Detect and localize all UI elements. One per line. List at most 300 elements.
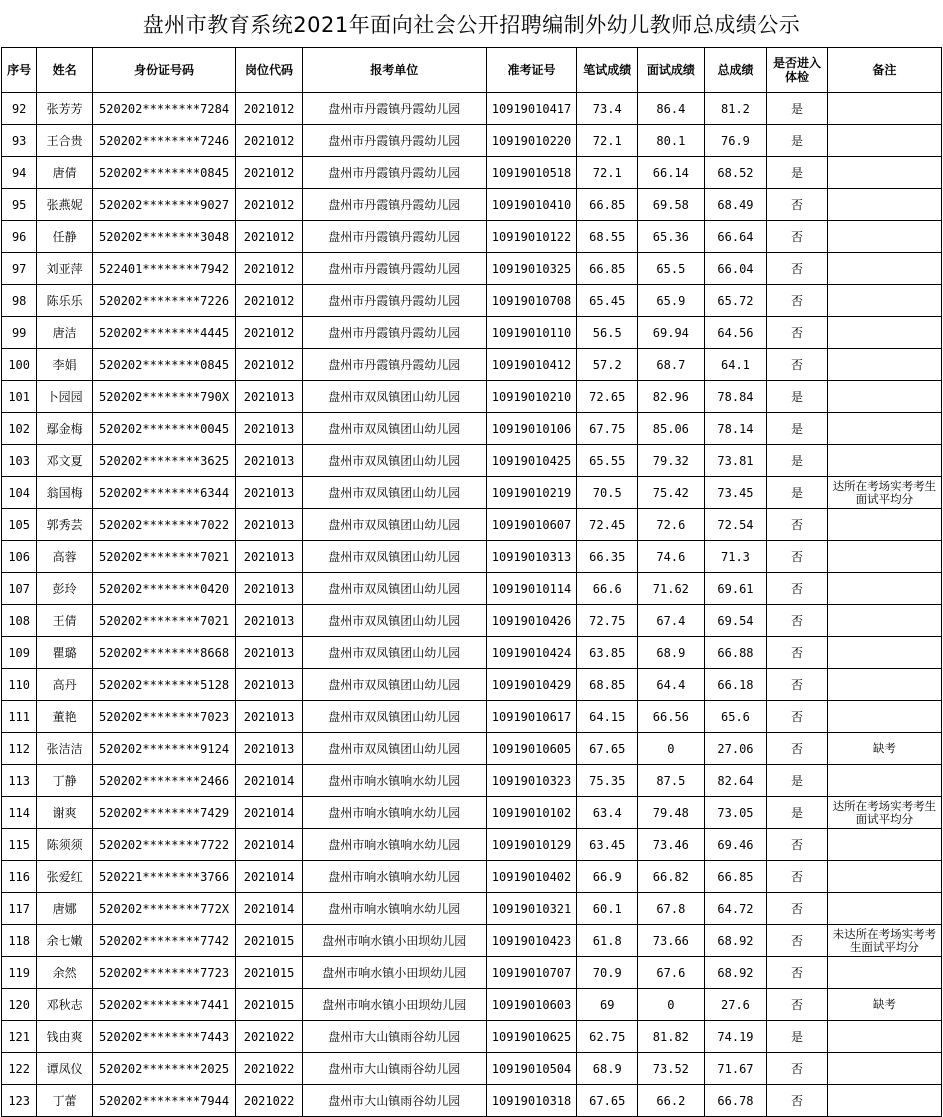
- cell-name: 王倩: [37, 605, 93, 637]
- cell-exam-number: 10919010114: [486, 573, 577, 605]
- cell-position-code: 2021014: [236, 829, 303, 861]
- cell-name: 丁静: [37, 765, 93, 797]
- cell-name: 高蓉: [37, 541, 93, 573]
- cell-physical-exam: 是: [767, 93, 828, 125]
- cell-unit: 盘州市响水镇小田坝幼儿园: [302, 989, 486, 1021]
- cell-index: 108: [2, 605, 37, 637]
- cell-name: 钱由爽: [37, 1021, 93, 1053]
- cell-exam-number: 10919010220: [486, 125, 577, 157]
- table-row: [2, 669, 942, 701]
- cell-remarks: [827, 701, 941, 733]
- cell-index: 123: [2, 1085, 37, 1117]
- cell-physical-exam: 否: [767, 637, 828, 669]
- cell-physical-exam: 否: [767, 733, 828, 765]
- table-row: [2, 765, 942, 797]
- cell-total-score: 71.3: [704, 541, 767, 573]
- cell-physical-exam: 否: [767, 989, 828, 1021]
- cell-exam-number: 10919010122: [486, 221, 577, 253]
- cell-interview-score: 0: [638, 989, 705, 1021]
- cell-position-code: 2021014: [236, 765, 303, 797]
- col-header-exam-number: 准考证号: [486, 48, 577, 93]
- cell-total-score: 76.9: [704, 125, 767, 157]
- cell-exam-number: 10919010425: [486, 445, 577, 477]
- cell-physical-exam: 否: [767, 317, 828, 349]
- cell-unit: 盘州市双凤镇团山幼儿园: [302, 637, 486, 669]
- cell-remarks: [827, 349, 941, 381]
- cell-position-code: 2021013: [236, 445, 303, 477]
- cell-position-code: 2021012: [236, 189, 303, 221]
- cell-position-code: 2021013: [236, 669, 303, 701]
- cell-index: 117: [2, 893, 37, 925]
- cell-id-number: 520202********7246: [92, 125, 235, 157]
- cell-index: 116: [2, 861, 37, 893]
- results-table: [1, 47, 942, 1117]
- cell-written-score: 73.4: [577, 93, 638, 125]
- cell-exam-number: 10919010321: [486, 893, 577, 925]
- cell-index: 119: [2, 957, 37, 989]
- cell-physical-exam: 是: [767, 445, 828, 477]
- cell-unit: 盘州市丹霞镇丹霞幼儿园: [302, 285, 486, 317]
- cell-name: 邓文夏: [37, 445, 93, 477]
- cell-exam-number: 10919010110: [486, 317, 577, 349]
- cell-written-score: 70.9: [577, 957, 638, 989]
- cell-id-number: 520202********7441: [92, 989, 235, 1021]
- cell-id-number: 520202********772X: [92, 893, 235, 925]
- cell-id-number: 520202********7429: [92, 797, 235, 829]
- table-row: [2, 93, 942, 125]
- cell-unit: 盘州市双凤镇团山幼儿园: [302, 445, 486, 477]
- cell-total-score: 64.1: [704, 349, 767, 381]
- cell-remarks: [827, 637, 941, 669]
- cell-exam-number: 10919010625: [486, 1021, 577, 1053]
- cell-index: 114: [2, 797, 37, 829]
- cell-physical-exam: 否: [767, 925, 828, 957]
- cell-written-score: 68.55: [577, 221, 638, 253]
- cell-index: 106: [2, 541, 37, 573]
- cell-total-score: 66.78: [704, 1085, 767, 1117]
- cell-exam-number: 10919010412: [486, 349, 577, 381]
- cell-index: 99: [2, 317, 37, 349]
- cell-index: 118: [2, 925, 37, 957]
- cell-written-score: 72.45: [577, 509, 638, 541]
- cell-physical-exam: 是: [767, 125, 828, 157]
- cell-interview-score: 75.42: [638, 477, 705, 509]
- col-header-position-code: 岗位代码: [236, 48, 303, 93]
- table-row: [2, 253, 942, 285]
- cell-id-number: 520202********790X: [92, 381, 235, 413]
- cell-unit: 盘州市大山镇雨谷幼儿园: [302, 1021, 486, 1053]
- cell-index: 94: [2, 157, 37, 189]
- cell-index: 122: [2, 1053, 37, 1085]
- cell-name: 唐倩: [37, 157, 93, 189]
- cell-position-code: 2021013: [236, 413, 303, 445]
- cell-name: 谭凤仪: [37, 1053, 93, 1085]
- cell-id-number: 520202********2466: [92, 765, 235, 797]
- cell-total-score: 81.2: [704, 93, 767, 125]
- cell-total-score: 66.18: [704, 669, 767, 701]
- cell-unit: 盘州市大山镇雨谷幼儿园: [302, 1053, 486, 1085]
- cell-unit: 盘州市响水镇响水幼儿园: [302, 861, 486, 893]
- cell-written-score: 70.5: [577, 477, 638, 509]
- col-header-unit: 报考单位: [302, 48, 486, 93]
- cell-physical-exam: 否: [767, 349, 828, 381]
- table-row: [2, 1021, 942, 1053]
- cell-total-score: 69.46: [704, 829, 767, 861]
- cell-interview-score: 65.5: [638, 253, 705, 285]
- cell-physical-exam: 是: [767, 413, 828, 445]
- cell-total-score: 64.72: [704, 893, 767, 925]
- cell-interview-score: 67.8: [638, 893, 705, 925]
- cell-name: 张洁洁: [37, 733, 93, 765]
- cell-position-code: 2021012: [236, 157, 303, 189]
- cell-physical-exam: 否: [767, 605, 828, 637]
- cell-written-score: 66.85: [577, 189, 638, 221]
- cell-exam-number: 10919010424: [486, 637, 577, 669]
- cell-position-code: 2021012: [236, 349, 303, 381]
- cell-position-code: 2021013: [236, 605, 303, 637]
- cell-remarks: 缺考: [827, 733, 941, 765]
- cell-exam-number: 10919010429: [486, 669, 577, 701]
- cell-index: 105: [2, 509, 37, 541]
- cell-interview-score: 73.46: [638, 829, 705, 861]
- cell-id-number: 520202********9124: [92, 733, 235, 765]
- cell-id-number: 520202********0045: [92, 413, 235, 445]
- cell-total-score: 78.14: [704, 413, 767, 445]
- cell-written-score: 56.5: [577, 317, 638, 349]
- cell-physical-exam: 否: [767, 957, 828, 989]
- cell-physical-exam: 否: [767, 1085, 828, 1117]
- cell-position-code: 2021013: [236, 637, 303, 669]
- table-row: [2, 605, 942, 637]
- cell-name: 余然: [37, 957, 93, 989]
- cell-exam-number: 10919010313: [486, 541, 577, 573]
- cell-exam-number: 10919010707: [486, 957, 577, 989]
- cell-unit: 盘州市响水镇小田坝幼儿园: [302, 925, 486, 957]
- table-row: [2, 989, 942, 1021]
- cell-index: 103: [2, 445, 37, 477]
- table-row: [2, 1053, 942, 1085]
- cell-interview-score: 73.66: [638, 925, 705, 957]
- table-row: [2, 317, 942, 349]
- cell-name: 唐洁: [37, 317, 93, 349]
- cell-exam-number: 10919010423: [486, 925, 577, 957]
- cell-interview-score: 67.6: [638, 957, 705, 989]
- table-row: [2, 541, 942, 573]
- cell-exam-number: 10919010323: [486, 765, 577, 797]
- table-row: [2, 381, 942, 413]
- cell-name: 谢爽: [37, 797, 93, 829]
- cell-remarks: [827, 189, 941, 221]
- cell-unit: 盘州市双凤镇团山幼儿园: [302, 733, 486, 765]
- cell-written-score: 61.8: [577, 925, 638, 957]
- cell-position-code: 2021013: [236, 509, 303, 541]
- cell-physical-exam: 否: [767, 1053, 828, 1085]
- cell-unit: 盘州市双凤镇团山幼儿园: [302, 669, 486, 701]
- cell-index: 115: [2, 829, 37, 861]
- cell-remarks: [827, 573, 941, 605]
- cell-exam-number: 10919010219: [486, 477, 577, 509]
- cell-remarks: [827, 605, 941, 637]
- cell-physical-exam: 否: [767, 861, 828, 893]
- cell-index: 92: [2, 93, 37, 125]
- cell-interview-score: 79.32: [638, 445, 705, 477]
- cell-exam-number: 10919010504: [486, 1053, 577, 1085]
- cell-written-score: 63.85: [577, 637, 638, 669]
- cell-interview-score: 66.14: [638, 157, 705, 189]
- cell-unit: 盘州市响水镇响水幼儿园: [302, 893, 486, 925]
- table-row: [2, 445, 942, 477]
- col-header-total-score: 总成绩: [704, 48, 767, 93]
- table-row: [2, 797, 942, 829]
- cell-physical-exam: 是: [767, 765, 828, 797]
- cell-interview-score: 87.5: [638, 765, 705, 797]
- cell-written-score: 67.65: [577, 1085, 638, 1117]
- col-header-name: 姓名: [37, 48, 93, 93]
- cell-written-score: 69: [577, 989, 638, 1021]
- cell-remarks: [827, 1021, 941, 1053]
- cell-unit: 盘州市响水镇响水幼儿园: [302, 797, 486, 829]
- cell-physical-exam: 是: [767, 1021, 828, 1053]
- cell-position-code: 2021022: [236, 1085, 303, 1117]
- cell-position-code: 2021022: [236, 1021, 303, 1053]
- cell-unit: 盘州市双凤镇团山幼儿园: [302, 381, 486, 413]
- col-header-id-number: 身份证号码: [92, 48, 235, 93]
- cell-written-score: 72.1: [577, 157, 638, 189]
- cell-interview-score: 79.48: [638, 797, 705, 829]
- cell-name: 任静: [37, 221, 93, 253]
- table-row: [2, 285, 942, 317]
- cell-exam-number: 10919010605: [486, 733, 577, 765]
- cell-index: 97: [2, 253, 37, 285]
- cell-interview-score: 69.94: [638, 317, 705, 349]
- cell-unit: 盘州市双凤镇团山幼儿园: [302, 509, 486, 541]
- cell-exam-number: 10919010318: [486, 1085, 577, 1117]
- cell-position-code: 2021013: [236, 477, 303, 509]
- cell-physical-exam: 否: [767, 701, 828, 733]
- cell-unit: 盘州市双凤镇团山幼儿园: [302, 541, 486, 573]
- cell-unit: 盘州市响水镇小田坝幼儿园: [302, 957, 486, 989]
- cell-written-score: 65.45: [577, 285, 638, 317]
- cell-index: 102: [2, 413, 37, 445]
- cell-exam-number: 10919010603: [486, 989, 577, 1021]
- table-row: [2, 733, 942, 765]
- cell-written-score: 64.15: [577, 701, 638, 733]
- cell-total-score: 73.05: [704, 797, 767, 829]
- cell-id-number: 520202********2025: [92, 1053, 235, 1085]
- cell-remarks: [827, 1053, 941, 1085]
- cell-remarks: [827, 253, 941, 285]
- cell-position-code: 2021012: [236, 285, 303, 317]
- cell-name: 刘亚萍: [37, 253, 93, 285]
- cell-interview-score: 80.1: [638, 125, 705, 157]
- cell-interview-score: 67.4: [638, 605, 705, 637]
- cell-index: 112: [2, 733, 37, 765]
- cell-index: 95: [2, 189, 37, 221]
- cell-physical-exam: 否: [767, 189, 828, 221]
- cell-id-number: 520202********0845: [92, 349, 235, 381]
- cell-interview-score: 85.06: [638, 413, 705, 445]
- cell-interview-score: 66.2: [638, 1085, 705, 1117]
- table-row: [2, 893, 942, 925]
- cell-exam-number: 10919010708: [486, 285, 577, 317]
- cell-interview-score: 82.96: [638, 381, 705, 413]
- cell-remarks: [827, 125, 941, 157]
- table-row: [2, 157, 942, 189]
- cell-position-code: 2021013: [236, 701, 303, 733]
- cell-index: 107: [2, 573, 37, 605]
- cell-position-code: 2021012: [236, 317, 303, 349]
- cell-remarks: [827, 157, 941, 189]
- cell-position-code: 2021012: [236, 253, 303, 285]
- cell-id-number: 520202********7226: [92, 285, 235, 317]
- cell-remarks: [827, 221, 941, 253]
- cell-exam-number: 10919010102: [486, 797, 577, 829]
- cell-position-code: 2021014: [236, 861, 303, 893]
- cell-interview-score: 64.4: [638, 669, 705, 701]
- cell-position-code: 2021012: [236, 93, 303, 125]
- cell-exam-number: 10919010426: [486, 605, 577, 637]
- cell-remarks: [827, 509, 941, 541]
- cell-remarks: [827, 445, 941, 477]
- cell-unit: 盘州市丹霞镇丹霞幼儿园: [302, 349, 486, 381]
- cell-physical-exam: 否: [767, 829, 828, 861]
- cell-unit: 盘州市丹霞镇丹霞幼儿园: [302, 93, 486, 125]
- cell-position-code: 2021015: [236, 989, 303, 1021]
- cell-remarks: 未达所在考场实考考生面试平均分: [827, 925, 941, 957]
- cell-written-score: 63.4: [577, 797, 638, 829]
- cell-index: 113: [2, 765, 37, 797]
- cell-id-number: 520221********3766: [92, 861, 235, 893]
- cell-id-number: 520202********7021: [92, 541, 235, 573]
- cell-name: 高丹: [37, 669, 93, 701]
- cell-interview-score: 66.56: [638, 701, 705, 733]
- cell-name: 瞿璐: [37, 637, 93, 669]
- cell-position-code: 2021014: [236, 893, 303, 925]
- cell-total-score: 66.64: [704, 221, 767, 253]
- cell-remarks: [827, 829, 941, 861]
- cell-written-score: 66.6: [577, 573, 638, 605]
- cell-remarks: 缺考: [827, 989, 941, 1021]
- cell-physical-exam: 否: [767, 573, 828, 605]
- cell-index: 110: [2, 669, 37, 701]
- cell-total-score: 68.52: [704, 157, 767, 189]
- table-row: [2, 221, 942, 253]
- cell-index: 104: [2, 477, 37, 509]
- cell-written-score: 68.9: [577, 1053, 638, 1085]
- cell-interview-score: 68.9: [638, 637, 705, 669]
- cell-total-score: 74.19: [704, 1021, 767, 1053]
- cell-id-number: 520202********7021: [92, 605, 235, 637]
- cell-physical-exam: 否: [767, 253, 828, 285]
- cell-remarks: [827, 893, 941, 925]
- cell-interview-score: 69.58: [638, 189, 705, 221]
- col-header-remarks: 备注: [827, 48, 941, 93]
- cell-position-code: 2021012: [236, 125, 303, 157]
- cell-physical-exam: 否: [767, 221, 828, 253]
- cell-remarks: [827, 413, 941, 445]
- table-row: [2, 925, 942, 957]
- table-row: [2, 957, 942, 989]
- cell-interview-score: 73.52: [638, 1053, 705, 1085]
- cell-written-score: 67.65: [577, 733, 638, 765]
- cell-total-score: 78.84: [704, 381, 767, 413]
- cell-id-number: 520202********5128: [92, 669, 235, 701]
- cell-written-score: 68.85: [577, 669, 638, 701]
- cell-index: 111: [2, 701, 37, 733]
- cell-name: 郭秀芸: [37, 509, 93, 541]
- cell-written-score: 63.45: [577, 829, 638, 861]
- cell-interview-score: 65.36: [638, 221, 705, 253]
- cell-interview-score: 66.82: [638, 861, 705, 893]
- cell-total-score: 73.81: [704, 445, 767, 477]
- table-row: [2, 509, 942, 541]
- table-row: [2, 349, 942, 381]
- cell-id-number: 520202********4445: [92, 317, 235, 349]
- cell-physical-exam: 否: [767, 509, 828, 541]
- cell-total-score: 65.6: [704, 701, 767, 733]
- cell-name: 李娟: [37, 349, 93, 381]
- cell-position-code: 2021015: [236, 925, 303, 957]
- page-title: 盘州市教育系统2021年面向社会公开招聘编制外幼儿教师总成绩公示: [142, 13, 801, 37]
- cell-total-score: 27.6: [704, 989, 767, 1021]
- cell-exam-number: 10919010325: [486, 253, 577, 285]
- cell-id-number: 520202********7742: [92, 925, 235, 957]
- cell-id-number: 520202********7944: [92, 1085, 235, 1117]
- cell-remarks: [827, 1085, 941, 1117]
- cell-id-number: 520202********7022: [92, 509, 235, 541]
- cell-index: 93: [2, 125, 37, 157]
- cell-physical-exam: 否: [767, 669, 828, 701]
- cell-total-score: 27.06: [704, 733, 767, 765]
- cell-name: 张芳芳: [37, 93, 93, 125]
- cell-position-code: 2021012: [236, 221, 303, 253]
- table-row: [2, 573, 942, 605]
- cell-written-score: 75.35: [577, 765, 638, 797]
- cell-remarks: 达所在考场实考考生面试平均分: [827, 477, 941, 509]
- cell-interview-score: 65.9: [638, 285, 705, 317]
- cell-physical-exam: 否: [767, 893, 828, 925]
- cell-total-score: 68.49: [704, 189, 767, 221]
- cell-unit: 盘州市响水镇响水幼儿园: [302, 829, 486, 861]
- cell-written-score: 72.1: [577, 125, 638, 157]
- cell-id-number: 520202********3625: [92, 445, 235, 477]
- cell-name: 董艳: [37, 701, 93, 733]
- cell-position-code: 2021014: [236, 797, 303, 829]
- cell-name: 王合贵: [37, 125, 93, 157]
- table-row: [2, 477, 942, 509]
- cell-remarks: [827, 861, 941, 893]
- cell-index: 120: [2, 989, 37, 1021]
- cell-remarks: [827, 541, 941, 573]
- cell-remarks: [827, 93, 941, 125]
- cell-interview-score: 72.6: [638, 509, 705, 541]
- cell-unit: 盘州市丹霞镇丹霞幼儿园: [302, 221, 486, 253]
- table-row: [2, 829, 942, 861]
- cell-total-score: 65.72: [704, 285, 767, 317]
- cell-total-score: 71.67: [704, 1053, 767, 1085]
- cell-physical-exam: 是: [767, 797, 828, 829]
- cell-position-code: 2021022: [236, 1053, 303, 1085]
- cell-written-score: 66.35: [577, 541, 638, 573]
- cell-id-number: 520202********7284: [92, 93, 235, 125]
- cell-remarks: [827, 765, 941, 797]
- cell-written-score: 66.9: [577, 861, 638, 893]
- cell-unit: 盘州市双凤镇团山幼儿园: [302, 413, 486, 445]
- cell-remarks: [827, 285, 941, 317]
- cell-interview-score: 86.4: [638, 93, 705, 125]
- cell-interview-score: 0: [638, 733, 705, 765]
- cell-remarks: [827, 381, 941, 413]
